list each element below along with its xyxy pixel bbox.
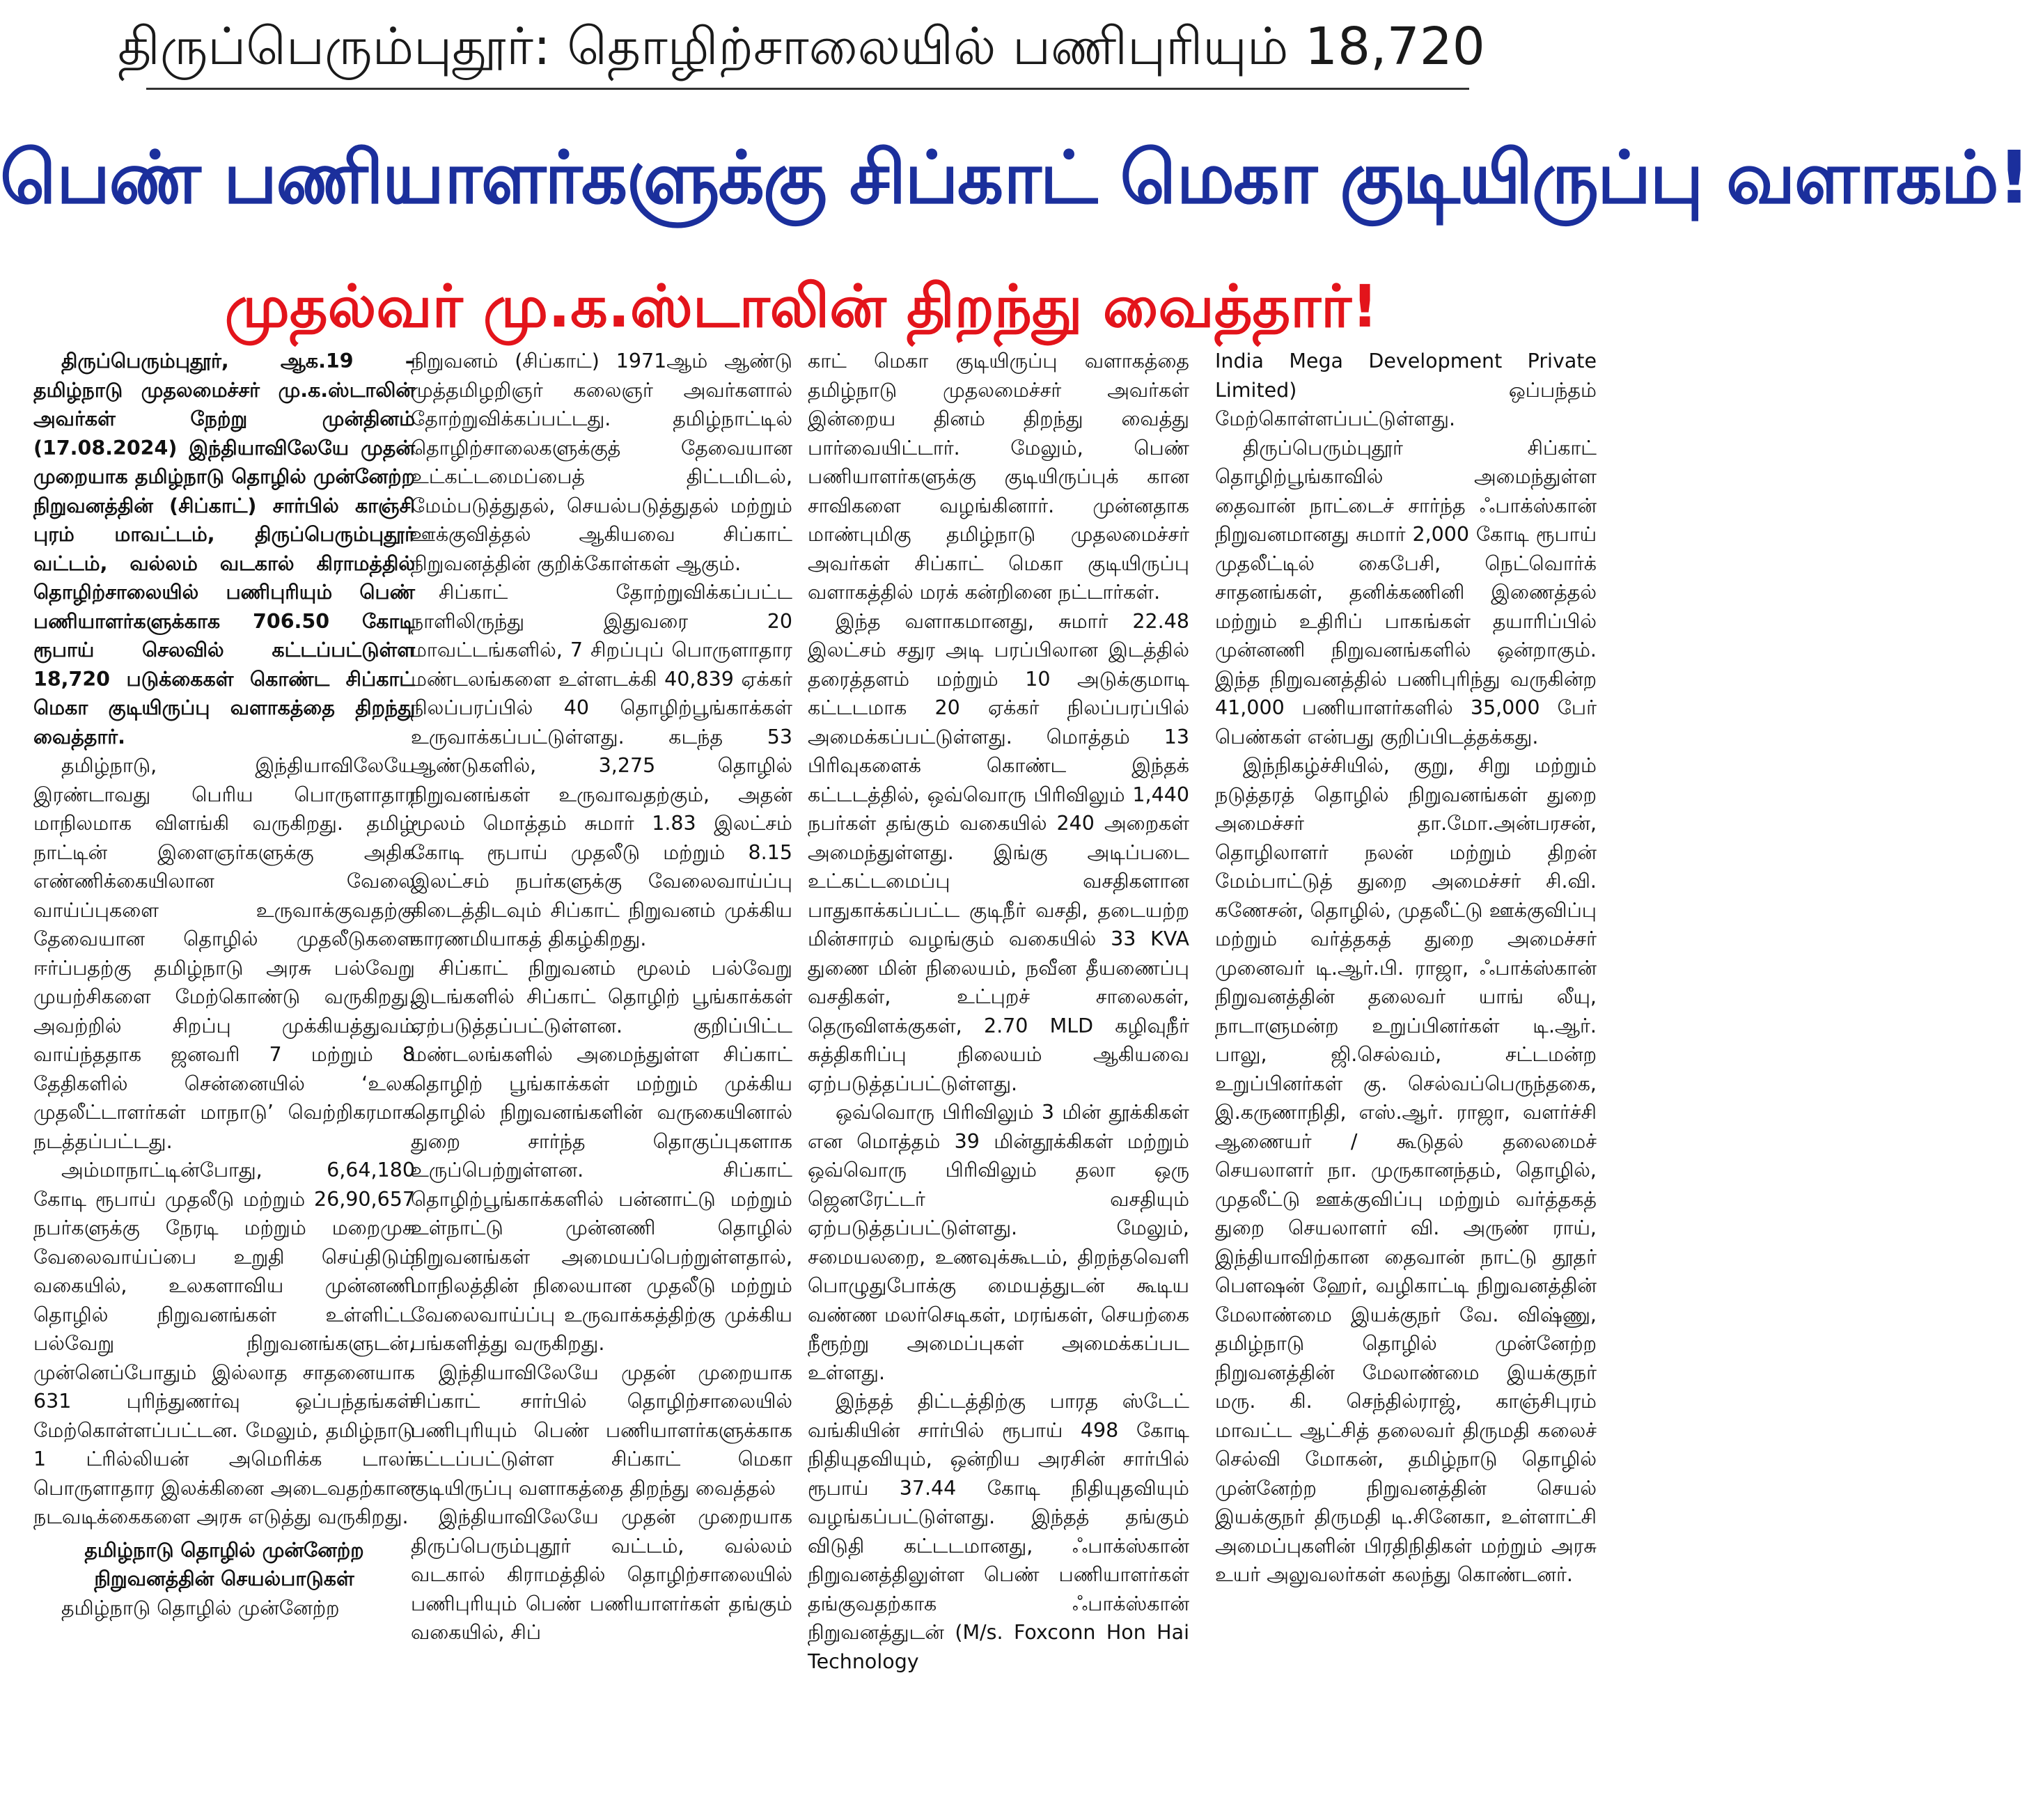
body-paragraph: தமிழ்நாடு தொழில் முன்னேற்ற xyxy=(61,1596,340,1619)
body-paragraph: இந்த வளாகமானது, சுமார் 22.48 இலட்சம் சதுர அடி பரப்பிலான இடத்தில் தரைத்தளம் மற்றும் 10 அடுக்குமாடி கட்டடமாக 20 ஏக்கர் நிலப்பரப்பில் அமைக்கப்பட்டுள்ளது. மொத்தம் 13 பிரிவுகளைக் கொண்ட இந்தக் கட்டடத்தில், ஒவ்வொரு பிரிவிலும் 1,440 நபர்கள் தங்கும் வகையில் 240 அறைகள் அமைந்துள்ளது. இங்கு அடிப்படை உட்கட்டமைப்பு வசதிகளான பாதுகாக்கப்பட்ட குடிநீர் வசதி, தடையற்ற மின்சாரம் வழங்கும் வகையில் 33 KVA துணை மின் நிலையம், நவீன தீயணைப்பு வசதிகள், உட்புறச் சாலைகள், தெருவிளக்குகள், 2.70 MLD கழிவுநீர் சுத்திகரிப்பு நிலையம் ஆகியவை ஏற்படுத்தப்பட்டுள்ளது. xyxy=(808,609,1189,1095)
body-paragraph: India Mega Development Private Limited) ஒப்பந்தம் மேற்கொள்ளப்பட்டுள்ளது. xyxy=(1215,350,1597,430)
article-column-1 xyxy=(33,347,415,1812)
body-paragraph: சிப்காட் தோற்றுவிக்கப்பட்ட நாளிலிருந்து இதுவரை 20 மாவட்டங்களில், 7 சிறப்புப் பொருளாதார மண்டலங்களை உள்ளடக்கி 40,839 ஏக்கர் நிலப்பரப்பில் 40 தொழிற்பூங்காக்கள் உருவாக்கப்பட்டுள்ளது. கடந்த 53 ஆண்டுகளில், 3,275 தொழில் நிறுவனங்கள் உருவாவதற்கும், அதன் மூலம் மொத்தம் சுமார் 1.83 இலட்சம் கோடி ரூபாய் முதலீடு மற்றும் 8.15 இலட்சம் நபர்களுக்கு வேலைவாய்ப்பு கிடைத்திடவும் சிப்காட் நிறுவனம் முக்கிய காரணமியாகத் திகழ்கிறது. xyxy=(411,581,792,950)
body-paragraph: இந்தத் திட்டத்திற்கு பாரத ஸ்டேட் வங்கியின் சார்பில் ரூபாய் 498 கோடி நிதியுதவியும், ஒன்றிய அரசின் சார்பில் ரூபாய் 37.44 கோடி நிதியுதவியும் வழங்கப்பட்டுள்ளது. இந்தத் தங்கும் விடுதி கட்டடமானது, ஃபாக்ஸ்கான் நிறுவனத்திலுள்ள பெண் பணியாளர்கள் தங்குவதற்காக ஃபாக்ஸ்கான் நிறுவனத்துடன் (M/s. Foxconn Hon Hai Technology xyxy=(808,1390,1189,1673)
headline: பெண் பணியாளர்களுக்கு சிப்காட் மெகா குடியிருப்பு வளாகம்! xyxy=(0,135,2029,220)
body-paragraph: ஒவ்வொரு பிரிவிலும் 3 மின் தூக்கிகள் என மொத்தம் 39 மின்தூக்கிகள் மற்றும் ஒவ்வொரு பிரிவிலும் தலா ஒரு ஜெனரேட்டர் வசதியும் ஏற்படுத்தப்பட்டுள்ளது. மேலும், சமையலறை, உணவுக்கூடம், திறந்தவெளி பொழுதுபோக்கு மையத்துடன் கூடிய வண்ண மலர்செடிகள், மரங்கள், செயற்கை நீரூற்று அமைப்புகள் அமைக்கப்பட உள்ளது. xyxy=(808,1101,1189,1384)
subhead: முதல்வர் மு.க.ஸ்டாலின் திறந்து வைத்தார்! xyxy=(224,272,1379,340)
body-paragraph: இந்தியாவிலேயே முதன் முறையாக திருப்பெரும்புதூர் வட்டம், வல்லம் வடகால் கிராமத்தில் தொழிற்சாலையில் பணிபுரியும் பெண் பணியாளர்கள் தங்கும் வகையில், சிப் xyxy=(411,1505,792,1644)
article-column-2 xyxy=(411,347,792,1812)
body-paragraph: அம்மாநாட்டின்போது, 6,64,180 கோடி ரூபாய் முதலீடு மற்றும் 26,90,657 நபர்களுக்கு நேரடி மற்றும் மறைமுக வேலைவாய்ப்பை உறுதி செய்திடும் வகையில், உலகளாவிய முன்னணி தொழில் நிறுவனங்கள் உள்ளிட்ட பல்வேறு நிறுவனங்களுடன், முன்னெப்போதும் இல்லாத சாதனையாக 631 புரிந்துணர்வு ஒப்பந்தங்கள் மேற்கொள்ளப்பட்டன. மேலும், தமிழ்நாடு 1 ட்ரில்லியன் அமெரிக்க டாலர் பொருளாதார இலக்கினை அடைவதற்கான நடவடிக்கைகளை அரசு எடுத்து வருகிறது. xyxy=(33,1159,415,1528)
article-column-4 xyxy=(1215,347,1597,1812)
body-paragraph: நிறுவனம் (சிப்காட்) 1971ஆம் ஆண்டு முத்தமிழறிஞர் கலைஞர் அவர்களால் தோற்றுவிக்கப்பட்டது. தமிழ்நாட்டில் தொழிற்சாலைகளுக்குத் தேவையான உட்கட்டமைப்பைத் திட்டமிடல், மேம்படுத்துதல், செயல்படுத்துதல் மற்றும் ஊக்குவித்தல் ஆகியவை சிப்காட் நிறுவனத்தின் குறிக்கோள்கள் ஆகும். xyxy=(411,350,792,575)
kicker-rule xyxy=(146,88,1469,90)
body-paragraph: இந்தியாவிலேயே முதன் முறையாக சிப்காட் சார்பில் தொழிற்சாலையில் பணிபுரியும் பெண் பணியாளர்களுக்காக கட்டப்பட்டுள்ள சிப்காட் மெகா குடியிருப்பு வளாகத்தை திறந்து வைத்தல் xyxy=(411,1360,792,1500)
body-paragraph: இந்நிகழ்ச்சியில், குறு, சிறு மற்றும் நடுத்தரத் தொழில் நிறுவனங்கள் துறை அமைச்சர் தா.மோ.அன்பரசன், தொழிலாளர் நலன் மற்றும் திறன் மேம்பாட்டுத் துறை அமைச்சர் சி.வி. கணேசன், தொழில், முதலீட்டு ஊக்குவிப்பு மற்றும் வர்த்தகத் துறை அமைச்சர் முனைவர் டி.ஆர்.பி. ராஜா, ஃபாக்ஸ்கான் நிறுவனத்தின் தலைவர் யாங் லீயு, நாடாளுமன்ற உறுப்பினர்கள் டி.ஆர். பாலு, ஜி.செல்வம், சட்டமன்ற உறுப்பினர்கள் கு. செல்வப்பெருந்தகை, இ.கருணாநிதி, எஸ்.ஆர். ராஜா, வளர்ச்சி ஆணையர் / கூடுதல் தலைமைச் செயலாளர் நா. முருகானந்தம், தொழில், முதலீட்டு ஊக்குவிப்பு மற்றும் வர்த்தகத் துறை செயலாளர் வி. அருண் ராய், இந்தியாவிற்கான தைவான் நாட்டு தூதர் பௌஷன் ஹேர், வழிகாட்டி நிறுவனத்தின் மேலாண்மை இயக்குநர் வே. விஷ்ணு, தமிழ்நாடு தொழில் முன்னேற்ற நிறுவனத்தின் மேலாண்மை இயக்குநர் மரு. கி. செந்தில்ராஜ், காஞ்சிபுரம் மாவட்ட ஆட்சித் தலைவர் திருமதி கலைச் செல்வி மோகன், தமிழ்நாடு தொழில் முன்னேற்ற நிறுவனத்தின் செயல் இயக்குநர் திருமதி டி.சினேகா, உள்ளாட்சி அமைப்புகளின் பிரதிநிதிகள் மற்றும் அரசு உயர் அலுவலர்கள் கலந்து கொண்டனர். xyxy=(1215,754,1597,1586)
section-subheading: தமிழ்நாடு தொழில் முன்னேற்ற நிறுவனத்தின் செயல்பாடுகள் xyxy=(84,1538,364,1590)
body-paragraph: காட் மெகா குடியிருப்பு வளாகத்தை தமிழ்நாடு முதலமைச்சர் அவர்கள் இன்றைய தினம் திறந்து வைத்து பார்வையிட்டார். மேலும், பெண் பணியாளர்களுக்கு குடியிருப்புக் கான சாவிகளை வழங்கினார். முன்னதாக மாண்புமிகு தமிழ்நாடு முதலமைச்சர் அவர்கள் சிப்காட் மெகா குடியிருப்பு வளாகத்தில் மரக் கன்றினை நட்டார்கள். xyxy=(808,350,1189,604)
body-paragraph: தமிழ்நாடு, இந்தியாவிலேயே இரண்டாவது பெரிய பொருளாதார மாநிலமாக விளங்கி வருகிறது. தமிழ் நாட்டின் இளைஞர்களுக்கு அதிக எண்ணிக்கையிலான வேலை வாய்ப்புகளை உருவாக்குவதற்கு தேவையான தொழில் முதலீடுகளை ஈர்ப்பதற்கு தமிழ்நாடு அரசு பல்வேறு முயற்சிகளை மேற்கொண்டு வருகிறது. அவற்றில் சிறப்பு முக்கியத்துவம் வாய்ந்ததாக ஜனவரி 7 மற்றும் 8 தேதிகளில் சென்னையில் ‘உலக முதலீட்டாளர்கள் மாநாடு’ வெற்றிகரமாக நடத்தப்பட்டது. xyxy=(33,754,415,1153)
kicker-line: திருப்பெரும்புதூர்: தொழிற்சாலையில் பணிபுரியும் 18,720 xyxy=(118,17,1485,77)
article-column-3 xyxy=(808,347,1189,1812)
body-paragraph: திருப்பெரும்புதூர் சிப்காட் தொழிற்பூங்காவில் அமைந்துள்ள தைவான் நாட்டைச் சார்ந்த ஃபாக்ஸ்கான் நிறுவனமானது சுமார் 2,000 கோடி ரூபாய் முதலீட்டில் கைபேசி, நெட்வொர்க் சாதனங்கள், தனிக்கணினி இணைத்தல் மற்றும் உதிரிப் பாகங்கள் தயாரிப்பில் முன்னணி நிறுவனங்களில் ஒன்றாகும். இந்த நிறுவனத்தில் பணிபுரிந்து வருகின்ற 41,000 பணியாளர்களில் 35,000 பேர் பெண்கள் என்பது குறிப்பிடத்தக்கது. xyxy=(1215,436,1597,748)
body-paragraph: சிப்காட் நிறுவனம் மூலம் பல்வேறு இடங்களில் சிப்காட் தொழிற் பூங்காக்கள் ஏற்படுத்தப்பட்டுள்ளன. குறிப்பிட்ட மண்டலங்களில் அமைந்துள்ள சிப்காட் தொழிற் பூங்காக்கள் மற்றும் முக்கிய தொழில் நிறுவனங்களின் வருகையினால் துறை சார்ந்த தொகுப்புகளாக உருப்பெற்றுள்ளன. சிப்காட் தொழிற்பூங்காக்களில் பன்னாட்டு மற்றும் உள்நாட்டு முன்னணி தொழில் நிறுவனங்கள் அமையப்பெற்றுள்ளதால், மாநிலத்தின் நிலையான முதலீடு மற்றும் வேலைவாய்ப்பு உருவாக்கத்திற்கு முக்கிய பங்களித்து வருகிறது. xyxy=(411,956,792,1355)
lead-paragraph: திருப்பெரும்புதூர், ஆக.19 – தமிழ்நாடு முதலமைச்சர் மு.க.ஸ்டாலின் அவர்கள் நேற்று முன்தினம் (17.08.2024) இந்தியாவிலேயே முதன் முறையாக தமிழ்நாடு தொழில் முன்னேற்ற நிறுவனத்தின் (சிப்காட்) சார்பில் காஞ்சி புரம் மாவட்டம், திருப்பெரும்புதூர் வட்டம், வல்லம் வடகால் கிராமத்தில் தொழிற்சாலையில் பணிபுரியும் பெண் பணியாளர்களுக்காக 706.50 கோடி ரூபாய் செலவில் கட்டப்பட்டுள்ள 18,720 படுக்கைகள் கொண்ட சிப்காட் மெகா குடியிருப்பு வளாகத்தை திறந்து வைத்தார். xyxy=(33,350,415,748)
